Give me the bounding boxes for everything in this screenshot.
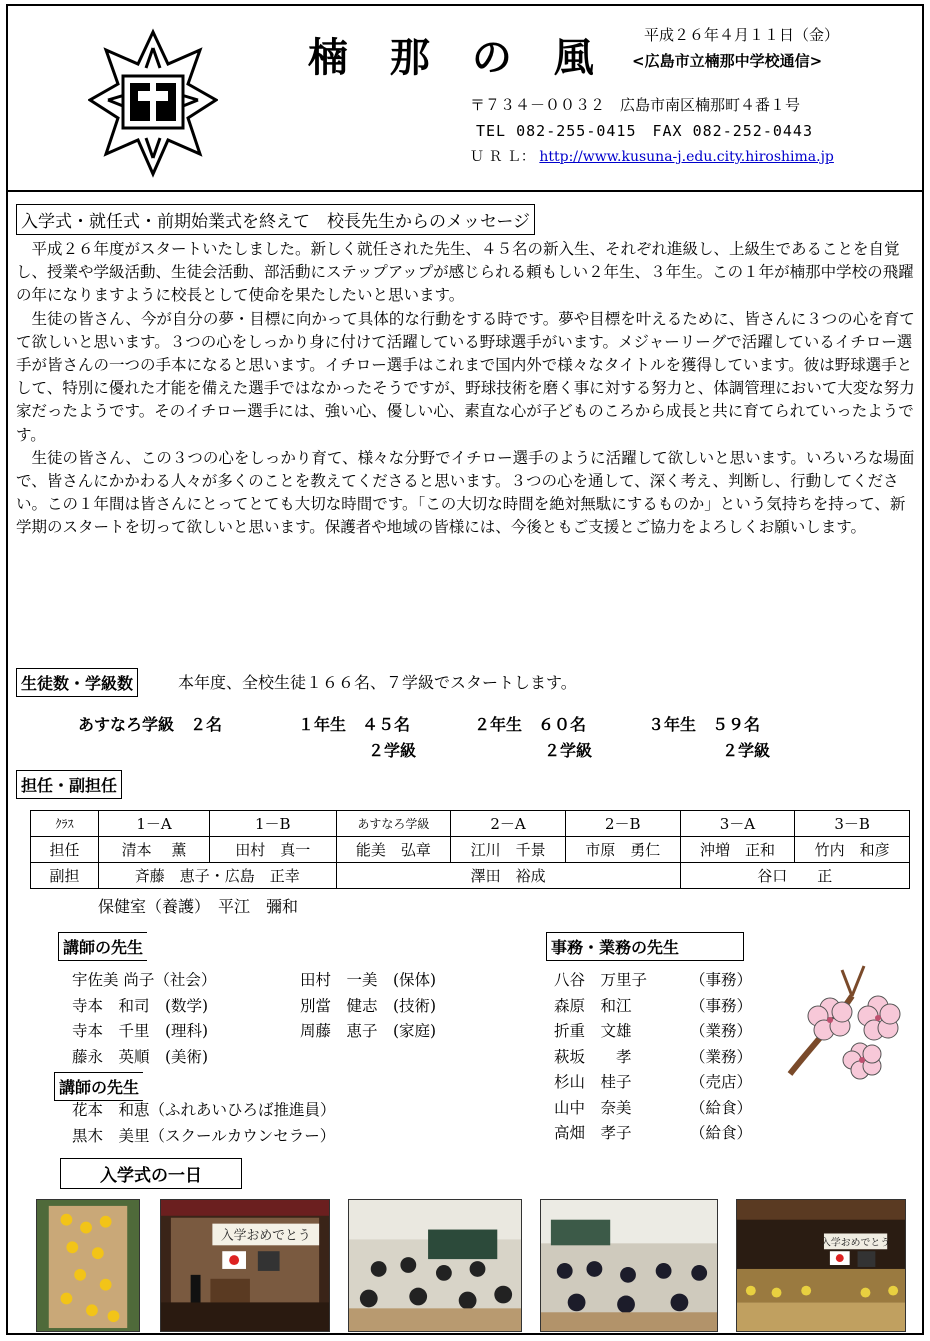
row-label-homeroom: 担任 [31, 837, 99, 863]
cherry-blossom-illustration [782, 956, 902, 1080]
table-row [31, 811, 910, 837]
list-item: 寺本 和司 (数学) [72, 996, 209, 1015]
list-item: 八谷 万里子 [554, 971, 648, 989]
sub-teacher-grade2: 澤田 裕成 [336, 863, 680, 889]
classroom-photo-1 [348, 1199, 522, 1332]
row-label-sub: 副担 [31, 863, 99, 889]
lecturers-heading-2: 講師の先生 [54, 1072, 143, 1101]
lecturer-list-col2 [300, 968, 436, 1045]
list-item: 花本 和恵（ふれあいひろば推進員） [72, 1101, 336, 1119]
office-staff-roles [690, 968, 752, 1147]
list-item: 森原 和江 [554, 996, 632, 1015]
student-count-heading: 生徒数・学級数 [16, 668, 138, 697]
class-header: 1－A [99, 811, 210, 837]
url-label: Ｕ Ｒ Ｌ： [470, 149, 535, 165]
grade3-classes: ２学級 [722, 741, 771, 760]
list-item: 田村 一美 (保体) [300, 971, 437, 989]
school-phone-fax: TEL 082-255-0415 FAX 082-252-0443 [476, 122, 813, 140]
homeroom-teacher: 沖増 正和 [680, 837, 795, 863]
table-row [31, 863, 910, 889]
asunaro-count: あすなろ学級 ２名 [78, 715, 223, 734]
lecturer-list-2 [72, 1098, 336, 1149]
homeroom-teacher: 市原 勇仁 [565, 837, 680, 863]
list-item: 宇佐美 尚子（社会） [72, 971, 217, 989]
list-item: （業務） [690, 1022, 753, 1040]
message-paragraph: 生徒の皆さん、この３つの心をしっかり育て、様々な分野でイチロー選手のように活躍して欲しいと思います。いろいろな場面で、皆さんにかかわる人々が多くのことを教えてくださると思います。３つの心を通して、深く考え、判断し、行動してください。この１年間は皆さんにとってとても大切な時間です。「この大切な時間を絶対無駄にするものか」という気持ちを持って、新学期のスタートを切って欲しいと思います。保護者や地域の皆様には、今後ともご支援とご協力をよろしくお願いします。 [16, 448, 915, 537]
school-address: 〒７３４－００３２ 広島市南区楠那町４番１号 [470, 96, 801, 114]
school-url-line [470, 146, 834, 166]
ceremony-heading: 入学式の一日 [60, 1158, 242, 1189]
row-label-class: ｸﾗｽ [31, 811, 99, 837]
office-staff-names [554, 968, 647, 1147]
issue-date: 平成２６年４月１１日（金） [644, 26, 840, 44]
lecturers-heading: 講師の先生 [58, 932, 147, 961]
lecturer-list-col1 [72, 968, 216, 1070]
newsletter-header [8, 6, 922, 192]
list-item: 山中 奈美 [554, 1098, 632, 1117]
list-item: 別當 健志 (技術) [300, 996, 437, 1015]
list-item: 黒木 美里（スクールカウンセラー） [72, 1126, 336, 1145]
grade1-classes: ２学級 [368, 741, 417, 760]
list-item: （事務） [690, 996, 753, 1015]
homeroom-table [30, 810, 910, 889]
ceremony-stage-photo [160, 1199, 330, 1332]
school-url-link[interactable]: http://www.kusuna-j.edu.city.hiroshima.jp [539, 149, 834, 165]
list-item: 周藤 恵子 (家庭) [300, 1022, 437, 1040]
class-header: 3－A [680, 811, 795, 837]
list-item: （売店） [690, 1073, 753, 1091]
homeroom-teacher: 清本 薫 [99, 837, 210, 863]
grade3-count: ３年生 ５９名 [648, 715, 761, 734]
student-summary: 本年度、全校生徒１６６名、７学級でスタートします。 [178, 673, 577, 692]
class-header: 2－B [565, 811, 680, 837]
message-paragraph: 平成２６年度がスタートいたしました。新しく就任された先生、４５名の新入生、それぞれ進級し、上級生であることを自覚し、授業や学級活動、生徒会活動、部活動にステップアップが感じられる頼もしい２年生、３年生。この１年が楠那中学校の飛躍の年になりますように校長として使命を果たしたいと思います。 [16, 240, 914, 305]
list-item: 藤永 英順 (美術) [72, 1047, 209, 1066]
list-item: （給食） [690, 1124, 753, 1142]
homeroom-heading: 担任・副担任 [16, 770, 122, 799]
table-row [31, 837, 910, 863]
list-item: 杉山 桂子 [554, 1073, 632, 1091]
publication-name: <広島市立楠那中学校通信> [632, 52, 823, 70]
grade2-count: ２年生 ６０名 [474, 715, 587, 734]
entrance-banner: 入学おめでとう [220, 1228, 311, 1244]
list-item: 折重 文雄 [554, 1022, 632, 1040]
homeroom-teacher: 竹内 和彦 [795, 837, 910, 863]
homeroom-teacher: 田村 真一 [210, 837, 336, 863]
list-item: 寺本 千里 (理科) [72, 1022, 209, 1040]
list-item: 高畑 孝子 [554, 1124, 632, 1142]
class-header: あすなろ学級 [336, 811, 451, 837]
newsletter-page [6, 4, 924, 1335]
gymnasium-photo [736, 1199, 906, 1332]
list-item: （給食） [690, 1098, 753, 1117]
class-header: 3－B [795, 811, 910, 837]
class-header: 1－B [210, 811, 336, 837]
message-paragraph: 生徒の皆さん、今が自分の夢・目標に向かって具体的な行動をする時です。夢や目標を叶えるために、皆さんに３つの心を育てて欲しいと思います。３つの心をしっかり身に付けて活躍している野球選手がいます。メジャーリーグで活躍しているイチロー選手が皆さんの一つの手本になると思います。イチロー選手はこれまで国内外で様々なタイトルを獲得しています。彼は野球選手として、特別に優れた才能を備えた選手ではなかったそうですが、野球技術を磨く事に対する努力と、体調管理において大変な努力家だったようです。そのイチロー選手には、強い心、優しい心、素直な心が子どものころから成長と共に育てられていったようです。 [16, 309, 915, 444]
school-nurse: 保健室（養護） 平江 彌和 [98, 897, 299, 916]
sub-teacher-grade1: 斉藤 恵子・広島 正幸 [99, 863, 337, 889]
grade2-classes: ２学級 [544, 741, 593, 760]
office-staff-heading: 事務・業務の先生 [546, 932, 744, 961]
principal-message-heading: 入学式・就任式・前期始業式を終えて 校長先生からのメッセージ [16, 204, 535, 235]
homeroom-teacher: 江川 千景 [451, 837, 566, 863]
list-item: （事務） [690, 971, 753, 989]
grade1-count: １年生 ４５名 [298, 715, 411, 734]
homeroom-teacher: 能美 弘章 [336, 837, 451, 863]
flower-arrangement-photo [36, 1199, 140, 1332]
list-item: 萩坂 孝 [554, 1047, 632, 1066]
school-emblem-logo [88, 28, 218, 178]
gym-banner: 入学おめでとう [821, 1237, 891, 1249]
sub-teacher-grade3: 谷口 正 [680, 863, 909, 889]
newsletter-title: 楠 那 の 風 [308, 35, 608, 81]
principal-message [16, 238, 920, 540]
list-item: （業務） [690, 1047, 753, 1066]
classroom-photo-2 [540, 1199, 718, 1332]
class-header: 2－A [451, 811, 566, 837]
